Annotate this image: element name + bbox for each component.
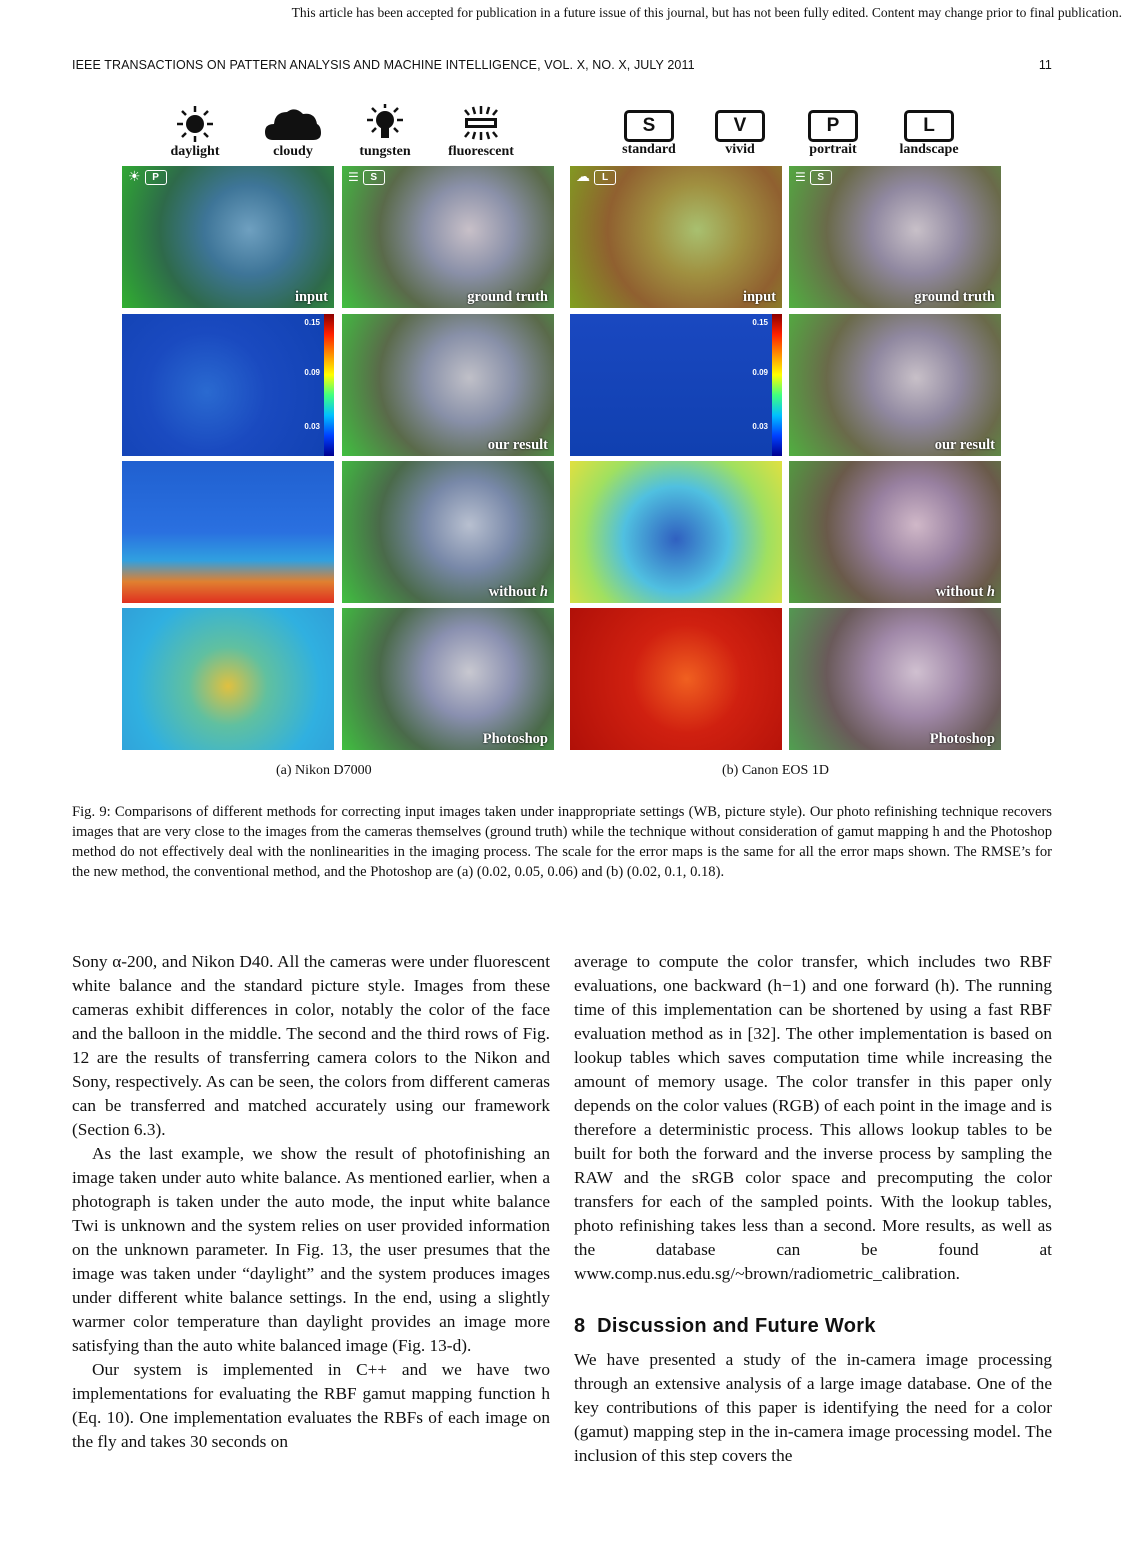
error-colorbar (324, 314, 334, 456)
subfigure-caption-b: (b) Canon EOS 1D (722, 763, 829, 778)
error-map-b-without-h (570, 461, 782, 603)
photo-a-input (122, 166, 334, 308)
figure-caption: Fig. 9: Comparisons of different methods for correcting input images taken under inappropriate settings (WB, picture style). Our photo refinishing technique recovers images that are very close to the images from the cameras themselves (ground truth) while the technique without consideration of gamut mapping h and the Photoshop method do not effectively deal with the nonlinearities in the imaging process. The scale for the error maps is the same for all the error maps shown. The RMSE’s for the new method, the conventional method, and the Photoshop are (a) (0.02, 0.05, 0.06) and (b) (0.02, 0.1, 0.18). (72, 804, 1052, 880)
error-map-a-without-h (122, 461, 334, 603)
input-setting-badge (576, 170, 616, 185)
photo-b-input (570, 166, 782, 308)
left-column (72, 950, 550, 1454)
photo-label: our result (487, 437, 548, 453)
colorbar-tick: 0.03 (304, 422, 320, 431)
fluorescent-tube-icon: ☰ (348, 170, 359, 184)
paragraph: average to compute the color transfer, which includes two RBF evaluations, one backward (h−1) and one forward (h). The running time of this implementation can be shortened by using a fast RBF evaluation method as in [32]. The other implementation is based on lookup tables which saves computation time while increasing the amount of memory usage. The color transfer in this paper only depends on the color values (RGB) of each point in the image and is therefore a deterministic process. This allows lookup tables to be built for both the forward and the inverse process by sampling the RAW and the sRGB color space and precomputing the color transfers for each of the sampled points. With the lookup tables, photo refinishing takes less than a second. More results, as well as the database can be found at www.comp.nus.edu.sg/~brown/radiometric_calibration. (574, 952, 1052, 1283)
photo-label: Photoshop (929, 731, 995, 747)
wb-daylight (140, 104, 250, 160)
photo-a-ground-truth (342, 166, 554, 308)
portrait-style-icon: P (808, 110, 858, 142)
style-label: standard (622, 142, 676, 157)
photo-b-our-result (789, 314, 1001, 456)
standard-style-icon: S (810, 170, 832, 185)
error-map-b-our-result (570, 314, 782, 456)
colorbar-tick: 0.09 (304, 368, 320, 377)
photo-b-photoshop (789, 608, 1001, 750)
landscape-style-icon: L (904, 110, 954, 142)
photo-label: without h (935, 584, 995, 600)
section-heading (574, 1314, 1052, 1338)
style-label: portrait (809, 142, 857, 157)
portrait-style-icon: P (145, 170, 167, 185)
tungsten-bulb-icon (363, 104, 407, 144)
running-head (72, 58, 1052, 72)
error-colorbar (772, 314, 782, 456)
style-icon-row (594, 104, 994, 164)
photo-b-ground-truth (789, 166, 1001, 308)
paragraph: As the last example, we show the result of photofinishing an image taken under auto white balance. As mentioned earlier, when a photograph is taken under the auto mode, the input white balance Twi is unknown and the system relies on user provided information on the unknown parameter. In Fig. 13, the user presumes that the image was taken under “daylight” and the system produces images under different white balance settings. In the end, using a slightly warmer color temperature than daylight provides an image more satisfying than the auto white balanced image (Fig. 13-d). (72, 1144, 550, 1355)
photo-b-without-h (789, 461, 1001, 603)
photo-label: input (294, 289, 328, 305)
input-setting-badge (128, 170, 167, 185)
wb-icon-row (140, 104, 540, 164)
paragraph: We have presented a study of the in-camera image processing through an extensive analysis of a large image database. One of the key contributions of this paper is identifying the need for a color (gamut) mapping step in the in-camera image processing model. The inclusion of this step covers the (574, 1350, 1052, 1465)
wb-fluorescent (426, 104, 536, 160)
sun-icon: ☀ (128, 170, 141, 185)
photo-label: our result (934, 437, 995, 453)
colorbar-tick: 0.09 (752, 368, 768, 377)
cloud-icon: ☁ (576, 170, 590, 185)
photo-label: ground truth (467, 289, 548, 305)
style-portrait (778, 104, 888, 158)
photo-a-our-result (342, 314, 554, 456)
colorbar-tick: 0.15 (304, 318, 320, 327)
journal-title: IEEE TRANSACTIONS ON PATTERN ANALYSIS AND MACHINE INTELLIGENCE, VOL. X, NO. X, JULY 2011 (72, 58, 695, 72)
fluorescent-tube-icon (459, 104, 503, 144)
sun-icon (175, 104, 215, 144)
publication-banner: This article has been accepted for publication in a future issue of this journal, but has not been fully edited. Content may change prior to final publication. (291, 5, 1122, 20)
gt-setting-badge (348, 170, 385, 185)
wb-label: daylight (170, 144, 220, 159)
vivid-style-icon: V (715, 110, 765, 142)
standard-style-icon: S (624, 110, 674, 142)
error-map-b-photoshop (570, 608, 782, 750)
paragraph: Sony α-200, and Nikon D40. All the cameras were under fluorescent white balance and the standard picture style. Images from these cameras exhibit differences in color, notably the color of the face and the balloon in the middle. The second and the third rows of Fig. 12 are the results of transferring camera colors to the Nikon and Sony, respectively. As can be seen, the colors from different cameras can be transferred and matched accurately using our framework (Section 6.3). (72, 952, 550, 1139)
cloud-icon (265, 106, 321, 142)
photo-label: ground truth (914, 289, 995, 305)
colorbar-tick: 0.15 (752, 318, 768, 327)
wb-label: fluorescent (448, 144, 514, 159)
photo-label: without h (488, 584, 548, 600)
colorbar-tick: 0.03 (752, 422, 768, 431)
photo-label: input (742, 289, 776, 305)
error-map-a-our-result (122, 314, 334, 456)
photo-label: Photoshop (482, 731, 548, 747)
error-map-a-photoshop (122, 608, 334, 750)
style-label: vivid (725, 142, 755, 157)
style-landscape (874, 104, 984, 158)
page-number: 11 (1038, 58, 1052, 72)
photo-a-without-h (342, 461, 554, 603)
paragraph: Our system is implemented in C++ and we have two implementations for evaluating the RBF gamut mapping function h (Eq. 10). One implementation evaluates the RBFs of each image on the fly and takes 30 seconds on (72, 1360, 550, 1451)
gt-setting-badge (795, 170, 832, 185)
right-column (574, 950, 1052, 1468)
standard-style-icon: S (363, 170, 385, 185)
landscape-style-icon: L (594, 170, 616, 185)
wb-label: cloudy (273, 144, 313, 159)
wb-label: tungsten (359, 144, 411, 159)
section-title: Discussion and Future Work (597, 1315, 876, 1337)
photo-a-photoshop (342, 608, 554, 750)
fluorescent-tube-icon: ☰ (795, 170, 806, 184)
style-label: landscape (899, 142, 959, 157)
wb-tungsten (330, 104, 440, 160)
subfigure-caption-a: (a) Nikon D7000 (276, 763, 372, 778)
section-number: 8 (574, 1315, 586, 1337)
